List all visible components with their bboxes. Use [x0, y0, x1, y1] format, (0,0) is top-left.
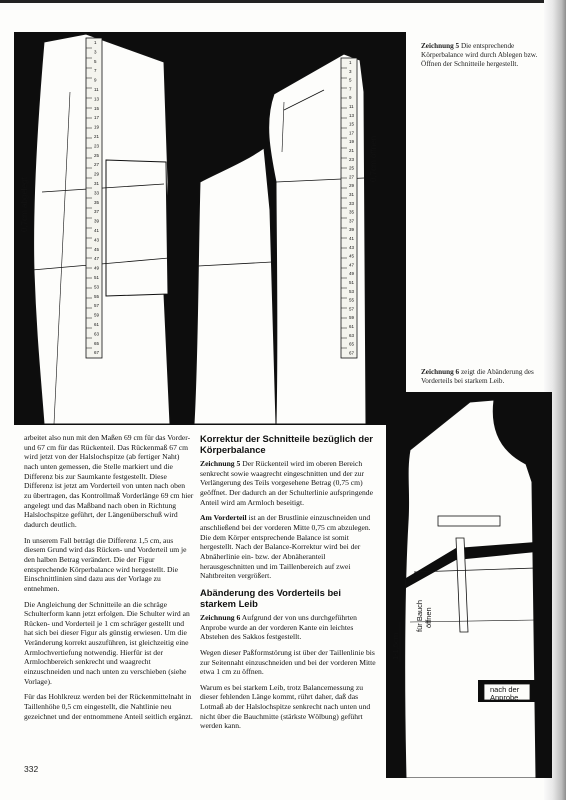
- col2-p2-lead: Am Vorderteil: [200, 513, 247, 523]
- ruler-right-number: 47: [349, 262, 355, 268]
- ruler-left-number: 39: [94, 218, 100, 224]
- ruler-left-number: 63: [94, 331, 100, 337]
- ruler-right-number: 53: [349, 288, 355, 294]
- col2-paragraph-4: Wegen dieser Paßformstörung ist über der Taillenlinie bis zur Seitennaht einzuschneiden und bei der vorderen Mitte etwa 1 cm zu öffnen.: [200, 647, 376, 677]
- caption-5-lead: Zeichnung 5: [421, 42, 460, 50]
- ruler-right-number: 11: [349, 104, 354, 109]
- ruler-left-number: 59: [94, 312, 100, 318]
- ruler-left-number: 47: [94, 256, 100, 262]
- ruler-left-number: 65: [94, 340, 100, 346]
- ruler-right-number: 25: [349, 165, 355, 171]
- ruler-left-number: 5: [94, 58, 97, 64]
- caption-6-text: zeigt die Abänderung des Vorderteils bei starkem Leib.: [421, 368, 534, 386]
- ruler-left-number: 19: [94, 124, 100, 130]
- caption-6-lead: Zeichnung 6: [421, 368, 460, 376]
- ruler-left-number: 3: [94, 49, 97, 55]
- label-anprobe: Anprobe: [490, 693, 519, 702]
- col2-paragraph-5: Warum es bei starkem Leib, trotz Balancemessung zu dieser fehlenden Länge kommt, rührt daher, daß das Lotmaß ab der Halslochspitze senkrecht nach unten und nicht über die Bauchmitte (stärkste Wölbung) geführt werden kann.: [200, 682, 371, 731]
- label-fig6-oeffnen: öffnen: [424, 607, 433, 628]
- ruler-left-number: 9: [94, 77, 97, 83]
- ruler-left-number: 31: [94, 181, 100, 186]
- ruler-left-number: 27: [94, 162, 100, 168]
- ruler-right-number: 29: [349, 183, 355, 189]
- ruler-left-number: 45: [94, 246, 100, 252]
- col1-paragraph-2: In unserem Fall beträgt die Differenz 1,5 cm, aus diesem Grund wird das Rücken- und Vorderteil um je den halben Betrag verändert. Die der Figur entsprechende Körperbalance wird hergestellt. Die Einschnittlinien sind dazu aus der Vorlage zu entnehmen.: [24, 535, 187, 593]
- ruler-right-number: 41: [349, 236, 355, 241]
- ruler-right-number: 61: [349, 324, 355, 329]
- heading-koerperbalance: Korrektur der Schnitteile bezüglich der Körperbalance: [200, 433, 373, 455]
- ruler-right-number: 59: [349, 315, 355, 321]
- col2-p3-text: Aufgrund der von uns durchgeführten Anprobe wurde an der vorderen Kante ein leichtes Abstehen des Sakkos festgestellt.: [200, 612, 357, 642]
- caption-figure-6: [421, 368, 539, 386]
- ruler-right-number: 51: [349, 280, 355, 285]
- top-border-line: [0, 0, 566, 3]
- ruler-right-number: 63: [349, 332, 355, 338]
- col2-paragraph-3: [200, 613, 378, 642]
- heading-starker-leib: Abänderung des Vorderteils bei starkem Leib: [200, 586, 341, 609]
- ruler-right-number: 1: [349, 60, 352, 65]
- text-column-1: [24, 433, 194, 727]
- ruler-left-number: 21: [94, 134, 100, 139]
- col1-paragraph-4: Für das Hohlkreuz werden bei der Rückenmittelnaht in Taillenhöhe 0,5 cm eingestellt, die Nahtlinie neu gezeichnet und der entnommene Anteil seitlich ergänzt.: [24, 692, 193, 721]
- col1-paragraph-1: arbeitet also nun mit den Maßen 69 cm für das Vorder- und 67 cm für das Rückenteil. Das Rückenmaß 67 cm wird jetzt von der Halslochspitze (ab fertiger Naht) nach unten gemessen, die Stelle markiert und die Differenz bis zur Saumkante festgestellt. Diese Differenz ist jetzt am Vorderteil von unten nach oben zu übertragen, das Kontrollmaß Vorderlänge 69 cm hier angelegt und das Maßband nach oben in Richtung Halslochspitze geführt, der Längenüberschuß wird dadurch deutlich.: [24, 433, 194, 529]
- label-nach-der: nach der: [490, 685, 520, 694]
- col1-paragraph-3: Die Angleichung der Schnitteile an die schräge Schulterform kann jetzt erfolgen. Die Schulter wird an Rücken- und Vorderteil je 1 cm schräger gestellt und hat sich bei dieser Figur als günstig erwiesen. Um die Veränderung korrekt auszuführen, ist gleichzeitig eine Armlochvertiefung notwendig. Hierfür ist der Armlochbereich senkrecht und waagrecht einzuschneiden und nach unten zu verschieben (siehe Vorlage).: [24, 599, 190, 686]
- ruler-right-number: 43: [349, 244, 355, 250]
- ruler-left-number: 43: [94, 237, 100, 243]
- ruler-left-number: 57: [94, 303, 100, 309]
- ruler-right-number: 33: [349, 200, 355, 206]
- ruler-left-number: 13: [94, 96, 100, 102]
- ruler-left-number: 33: [94, 190, 100, 196]
- ruler-right-number: 31: [349, 192, 355, 197]
- ruler-left-number: 67: [94, 350, 100, 356]
- ruler-right-number: 27: [349, 174, 355, 180]
- ruler-right-number: 21: [349, 148, 355, 153]
- page-number: 332: [24, 764, 39, 774]
- col2-p1-text: Der Rückenteil wird im oberen Bereich senkrecht sowie waagrecht eingeschnitten und der zur Verlängerung des Teils vorgesehene Betrag (0,75 cm) geöffnet. Der dadurch an der Schulterlinie aufspringende Anteil wird am Armloch beseitigt.: [200, 459, 373, 507]
- ruler-right-number: 67: [349, 350, 355, 356]
- ruler-right-number: 17: [349, 130, 355, 136]
- ruler-right-number: 57: [349, 306, 355, 312]
- ruler-left-number: 37: [94, 209, 100, 215]
- label-fuer-bauch: für Bauch: [415, 599, 424, 632]
- col2-p2-text: ist an der Brustlinie einzuschneiden und anschließend bei der vorderen Mitte 0,75 cm abzulegen. Die dem Körper entsprechende Balance ist somit hergestellt. Nach der Balance-Korrektur wird bei der Abnäherlinie ein- bzw. der Abnäheranteil herausgeschnitten und im Taillenbereich auf zwei Nahtbreiten vergrößert.: [200, 513, 371, 581]
- ruler-right-number: 15: [349, 121, 355, 127]
- ruler-left-number: 23: [94, 143, 100, 149]
- ruler-left-number: 55: [94, 293, 100, 299]
- col2-paragraph-1: [200, 459, 378, 507]
- label-measure: 1-1,5cm: [391, 632, 400, 660]
- ruler-right-number: 65: [349, 341, 355, 347]
- ruler-left-number: 51: [94, 275, 100, 280]
- col2-paragraph-2: [200, 513, 378, 581]
- ruler-right-number: 23: [349, 156, 355, 162]
- ruler-left-number: 17: [94, 115, 100, 121]
- ruler-left-number: 49: [94, 265, 100, 271]
- ruler-left-number: 7: [94, 68, 97, 74]
- ruler-right-number: 45: [349, 253, 355, 259]
- ruler-right-number: 5: [349, 77, 352, 83]
- text-column-2: [200, 433, 378, 737]
- figure-5-pattern-drawing: [14, 32, 406, 425]
- caption-5-text: Die entsprechende Körperbalance wird durch Ablegen bzw. Öffnen der Schnitteile hergestellt.: [421, 42, 538, 69]
- ruler-right-number: 55: [349, 297, 355, 303]
- ruler-left-number: 41: [94, 228, 100, 233]
- ruler-left-number: 11: [94, 87, 99, 92]
- col2-p3-lead: Zeichnung 6: [200, 612, 241, 622]
- col2-p1-lead: Zeichnung 5: [200, 459, 241, 468]
- figure-6-pattern-drawing: [386, 392, 552, 778]
- ruler-right-number: 3: [349, 68, 352, 74]
- caption-figure-5: [421, 42, 539, 70]
- ruler-right-number: 49: [349, 271, 355, 277]
- ruler-right-number: 35: [349, 209, 355, 215]
- ruler-left-number: 1: [94, 40, 97, 45]
- ruler-left-number: 25: [94, 152, 100, 158]
- ruler-left-number: 61: [94, 322, 100, 327]
- ruler-left-number: 15: [94, 105, 100, 111]
- ruler-right-number: 19: [349, 139, 355, 145]
- ruler-right-number: 7: [349, 86, 352, 92]
- ruler-right-number: 13: [349, 112, 355, 118]
- ruler-left-number: 53: [94, 284, 100, 290]
- ruler-right-number: 9: [349, 95, 352, 101]
- ruler-right-number: 39: [349, 227, 355, 233]
- ruler-left-number: 29: [94, 171, 100, 177]
- ruler-right-number: 37: [349, 218, 355, 224]
- label-oeffnen: 0,7cm öffnen: [369, 135, 378, 182]
- ruler-left-number: 35: [94, 199, 100, 205]
- label-abgelegt: 0,7cm abgelegt: [20, 177, 29, 232]
